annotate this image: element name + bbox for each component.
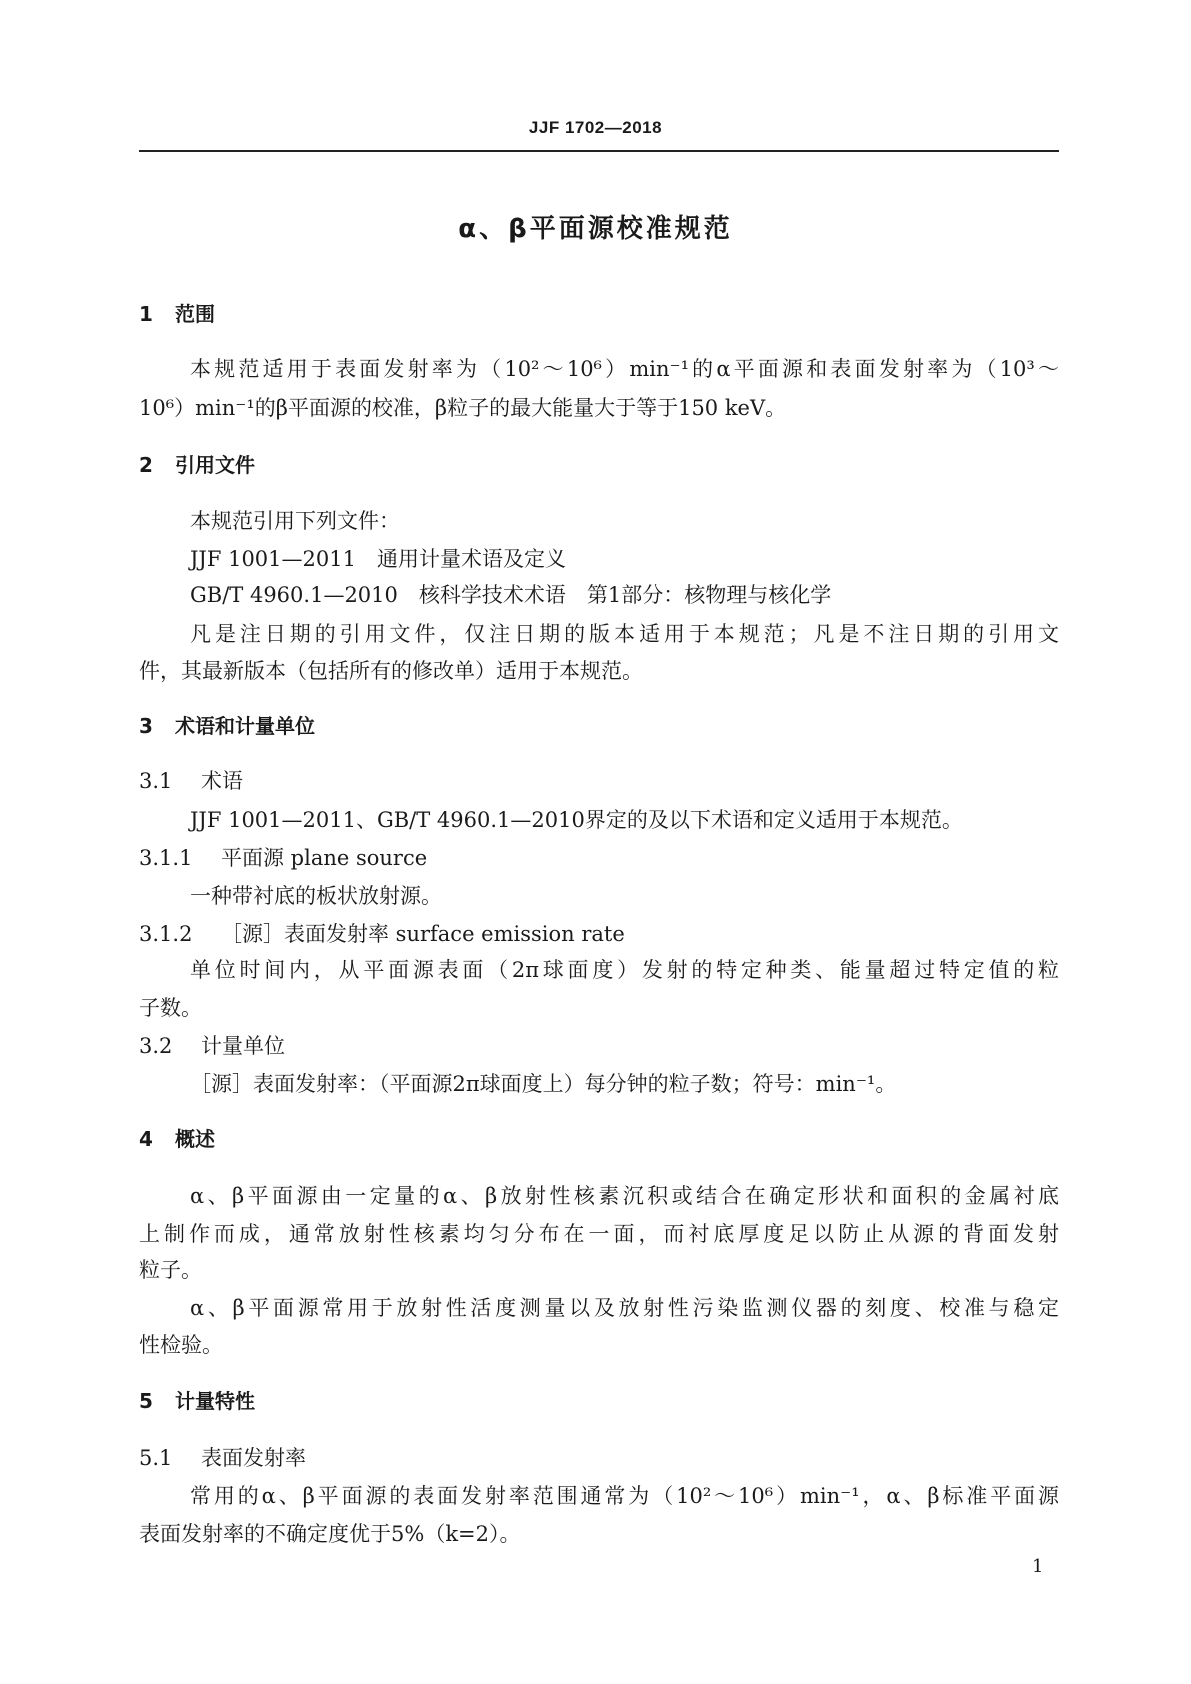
paragraph-line: 件，其最新版本（包括所有的修改单）适用于本规范。 bbox=[139, 659, 643, 683]
paragraph-line: α、β平面源常用于放射性活度测量以及放射性污染监测仪器的刻度、校准与稳定 bbox=[190, 1296, 1059, 1320]
paragraph-line: JJF 1001—2011、GB/T 4960.1—2010界定的及以下术语和定义适用于本规范。 bbox=[190, 808, 963, 832]
subsection-5-1-heading: 5.1 表面发射率 bbox=[139, 1446, 306, 1470]
subsection-3-1-2-heading: 3.1.2 ［源］表面发射率 surface emission rate bbox=[139, 922, 625, 946]
running-header: JJF 1702—2018 bbox=[528, 118, 663, 137]
paragraph-line: 单位时间内，从平面源表面（2π球面度）发射的特定种类、能量超过特定值的粒 bbox=[190, 958, 1059, 982]
paragraph-line: 本规范适用于表面发射率为（10²～10⁶）min⁻¹的α平面源和表面发射率为（10³～ bbox=[190, 357, 1059, 381]
header-rule bbox=[139, 150, 1059, 152]
subsection-3-2-heading: 3.2 计量单位 bbox=[139, 1034, 285, 1058]
paragraph-line: α、β平面源由一定量的α、β放射性核素沉积或结合在确定形状和面积的金属衬底 bbox=[190, 1184, 1059, 1208]
paragraph-line: 表面发射率的不确定度优于5%（k=2）。 bbox=[139, 1522, 521, 1546]
page-number: 1 bbox=[1032, 1556, 1044, 1577]
subsection-3-1-1-heading: 3.1.1 平面源 plane source bbox=[139, 846, 428, 870]
section-3-heading: 3 术语和计量单位 bbox=[139, 714, 315, 738]
paragraph-line: 子数。 bbox=[139, 996, 202, 1020]
document-title: α、β平面源校准规范 bbox=[458, 214, 733, 244]
section-4-heading: 4 概述 bbox=[139, 1127, 215, 1151]
paragraph-line: 性检验。 bbox=[139, 1333, 223, 1357]
paragraph-line: ［源］表面发射率：（平面源2π球面度上）每分钟的粒子数；符号：min⁻¹。 bbox=[190, 1072, 897, 1096]
subsection-3-1-heading: 3.1 术语 bbox=[139, 769, 243, 793]
paragraph-line: 凡是注日期的引用文件，仅注日期的版本适用于本规范；凡是不注日期的引用文 bbox=[190, 622, 1059, 646]
paragraph-line: 常用的α、β平面源的表面发射率范围通常为（10²～10⁶）min⁻¹，α、β标准平面源 bbox=[190, 1484, 1059, 1508]
paragraph-line: 一种带衬底的板状放射源。 bbox=[190, 884, 442, 908]
paragraph-line: 10⁶）min⁻¹的β平面源的校准，β粒子的最大能量大于等于150 keV。 bbox=[139, 396, 787, 420]
paragraph-line: 本规范引用下列文件： bbox=[190, 509, 400, 533]
paragraph-line: 上制作而成，通常放射性核素均匀分布在一面，而衬底厚度足以防止从源的背面发射 bbox=[139, 1222, 1059, 1246]
section-5-heading: 5 计量特性 bbox=[139, 1389, 255, 1413]
paragraph-line: 粒子。 bbox=[139, 1258, 202, 1282]
reference-item: GB/T 4960.1—2010 核科学技术术语 第1部分：核物理与核化学 bbox=[190, 583, 832, 607]
section-1-heading: 1 范围 bbox=[139, 302, 215, 326]
reference-item: JJF 1001—2011 通用计量术语及定义 bbox=[190, 547, 566, 571]
section-2-heading: 2 引用文件 bbox=[139, 453, 255, 477]
